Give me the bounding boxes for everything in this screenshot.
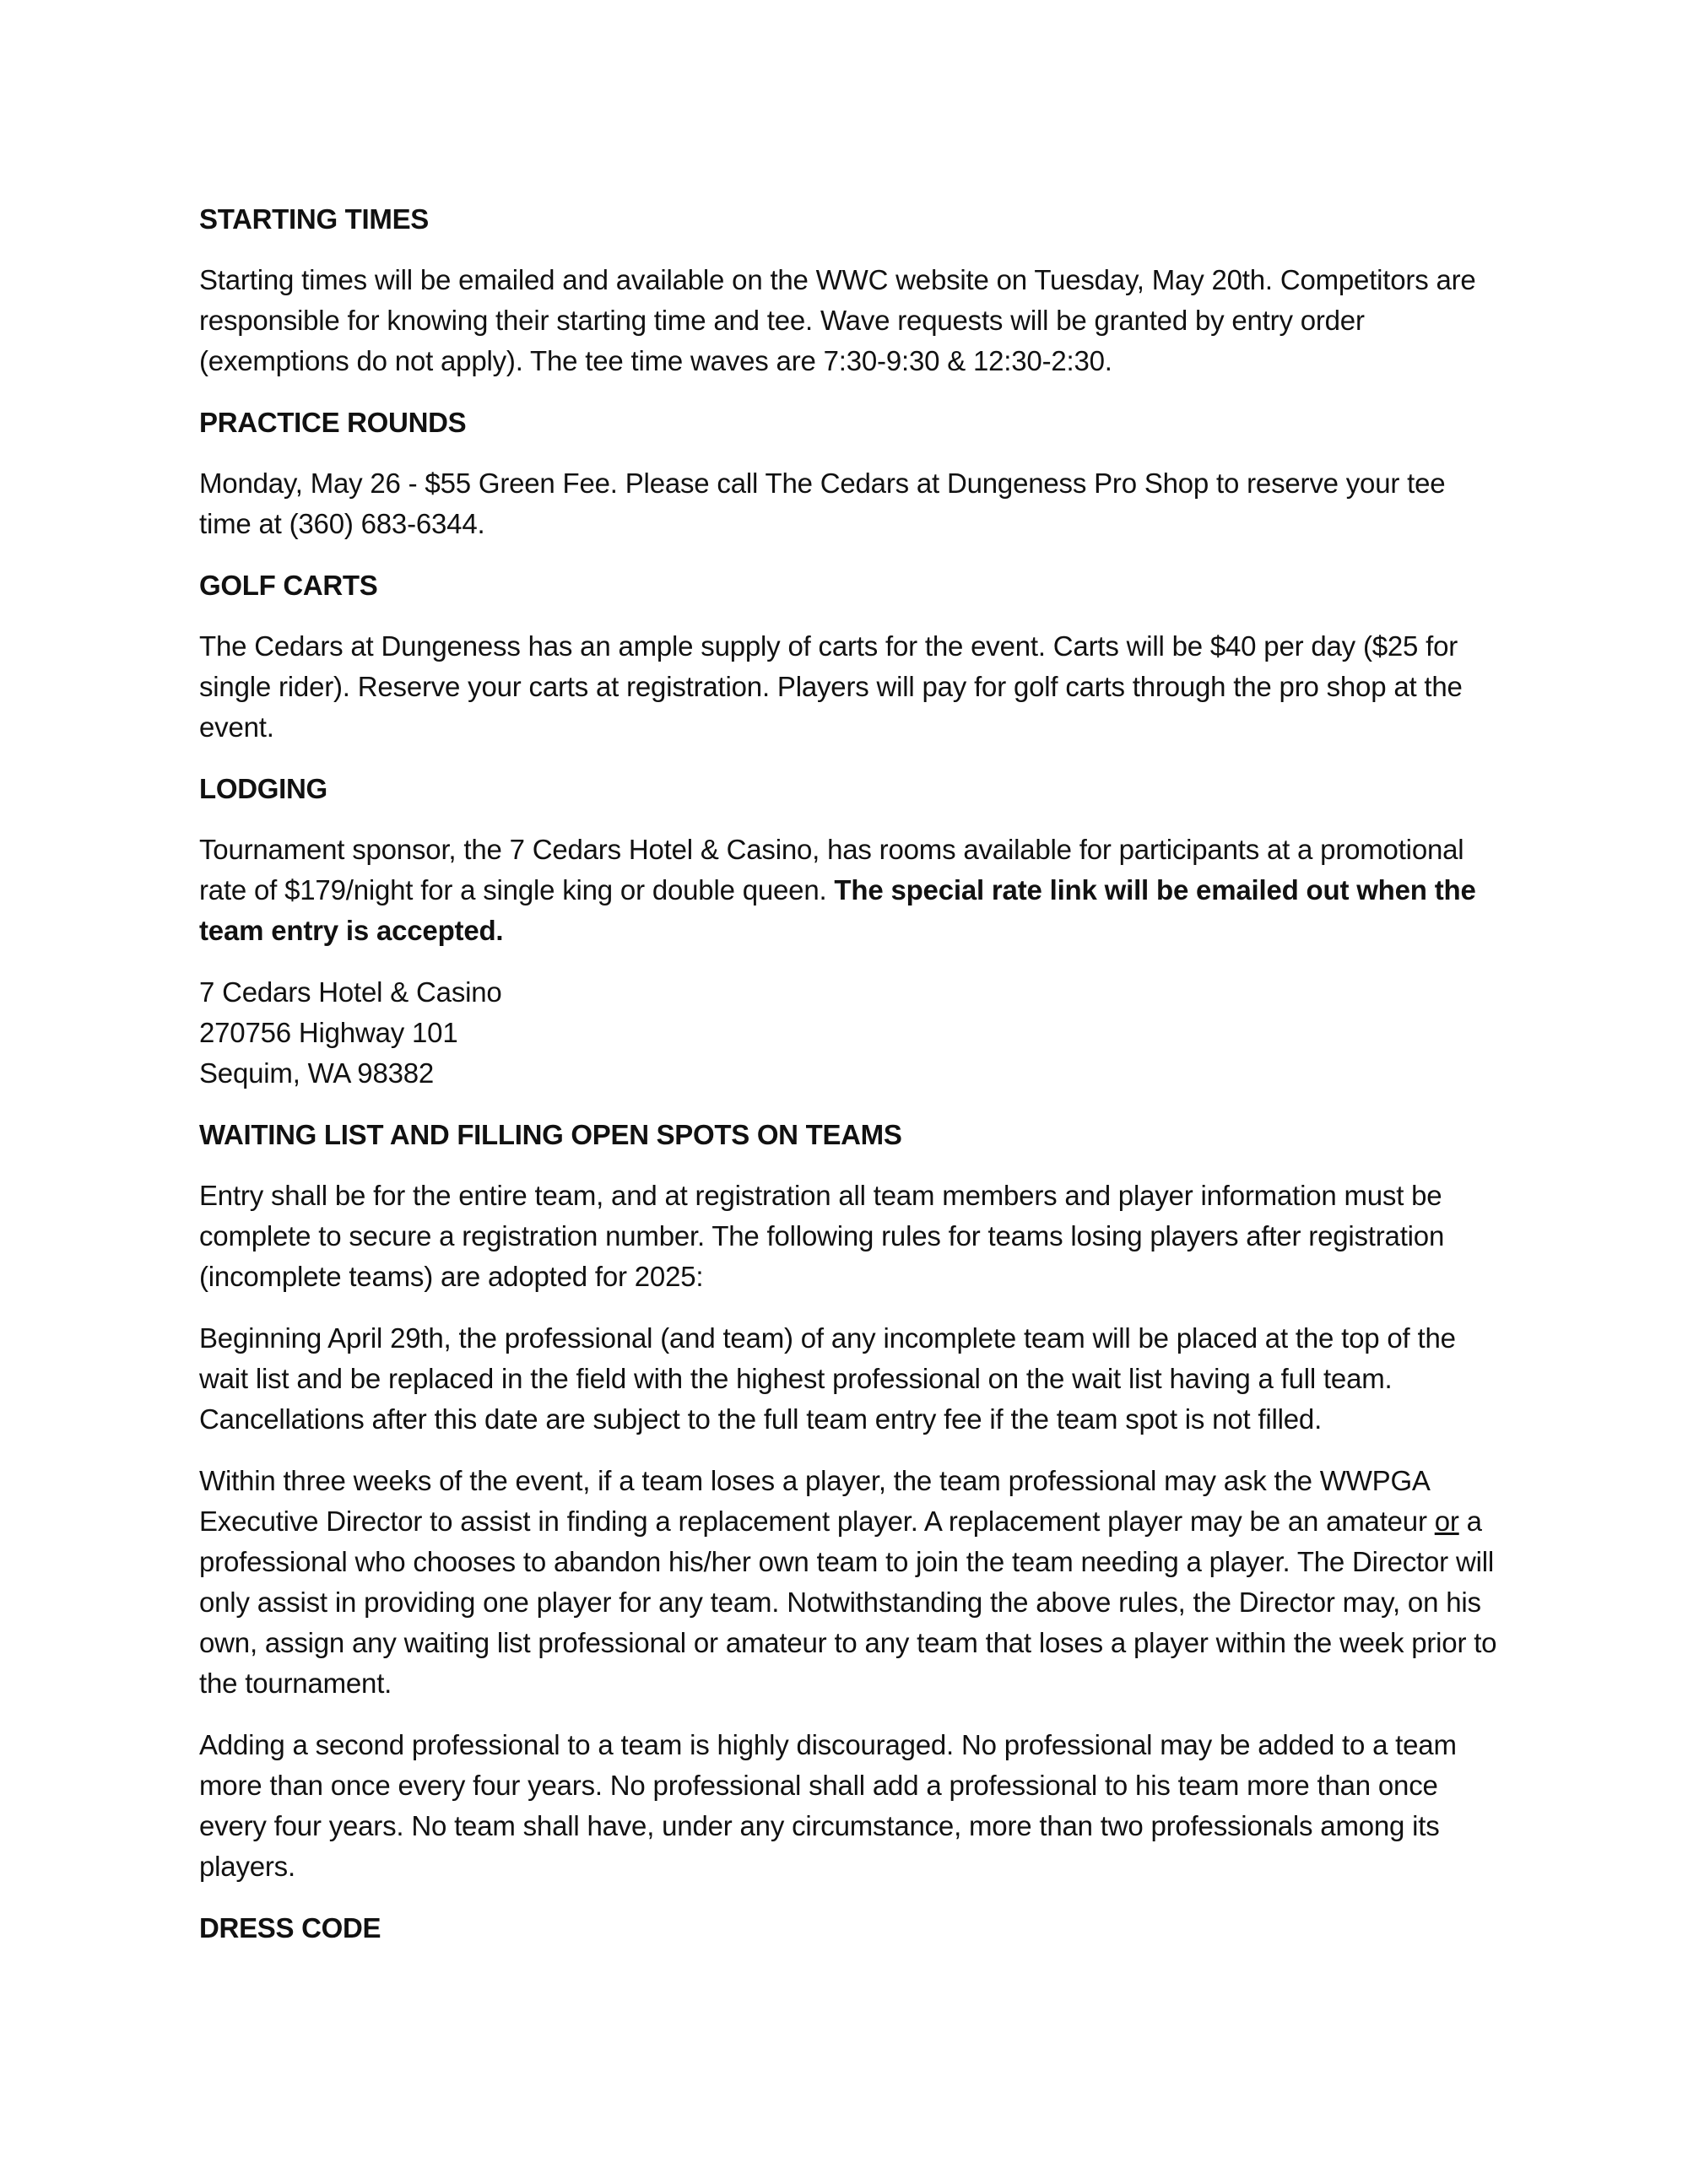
dress-code-heading: DRESS CODE (199, 1912, 381, 1943)
waiting-list-heading: WAITING LIST AND FILLING OPEN SPOTS ON TEAMS (199, 1119, 902, 1150)
lodging-text (199, 830, 1499, 951)
lodging-text-bold: The special rate link will be emailed out when the team entry is accepted. (199, 874, 1476, 946)
lodging-heading: LODGING (199, 773, 327, 804)
starting-times-text: Starting times will be emailed and available on the WWC website on Tuesday, May 20th. Competitors are responsible for knowing their starting time and tee. Wave requests will be granted by entry order (exemptions do not apply). The tee time waves are 7:30-9:30 & 12:30-2:30. (199, 264, 1476, 376)
waiting-list-para-3 (199, 1461, 1499, 1704)
practice-rounds-heading: PRACTICE ROUNDS (199, 407, 467, 438)
hotel-address (199, 972, 1499, 1094)
waiting-list-para-4: Adding a second professional to a team is highly discouraged. No professional may be added to a team more than once every four years. No professional shall add a professional to his team more than once every four years. No team shall have, under any circumstance, more than two professionals among its players. (199, 1729, 1457, 1882)
document-page (199, 199, 1499, 1969)
golf-carts-heading: GOLF CARTS (199, 570, 378, 601)
waiting-list-para-1: Entry shall be for the entire team, and at registration all team members and player information must be complete to secure a registration number. The following rules for teams losing players after registration (incomplete teams) are adopted for 2025: (199, 1180, 1445, 1292)
golf-carts-text: The Cedars at Dungeness has an ample supply of carts for the event. Carts will be $40 per day ($25 for single rider). Reserve your carts at registration. Players will pay for golf carts through the pro shop at the event. (199, 630, 1463, 743)
underlined-or: or (1434, 1506, 1459, 1537)
waiting-list-para-3-end: a professional who chooses to abandon his/her own team to join the team needing a player. The Director will only assist in providing one player for any team. Notwithstanding the above rules, the Director may, on his own, assign any waiting list professional or amateur to any team that loses a player within the week prior to the tournament. (199, 1506, 1497, 1699)
practice-rounds-text: Monday, May 26 - $55 Green Fee. Please call The Cedars at Dungeness Pro Shop to reserve your tee time at (360) 683-6344. (199, 468, 1446, 539)
waiting-list-para-3-start: Within three weeks of the event, if a team loses a player, the team professional may ask the WWPGA Executive Director to assist in finding a replacement player. A replacement player may be an amateur (199, 1465, 1429, 1537)
starting-times-heading: STARTING TIMES (199, 203, 430, 235)
lodging-text-regular: Tournament sponsor, the 7 Cedars Hotel & Casino, has rooms available for participants at a promotional rate of $179/night for a single king or double queen. (199, 834, 1464, 905)
hotel-city: Sequim, WA 98382 (199, 1057, 435, 1089)
waiting-list-para-2: Beginning April 29th, the professional (and team) of any incomplete team will be placed at the top of the wait list and be replaced in the field with the highest professional on the wait list having a full team. Cancellations after this date are subject to the full team entry fee if the team spot is not filled. (199, 1322, 1456, 1435)
hotel-name: 7 Cedars Hotel & Casino (199, 976, 502, 1008)
hotel-street: 270756 Highway 101 (199, 1017, 458, 1048)
